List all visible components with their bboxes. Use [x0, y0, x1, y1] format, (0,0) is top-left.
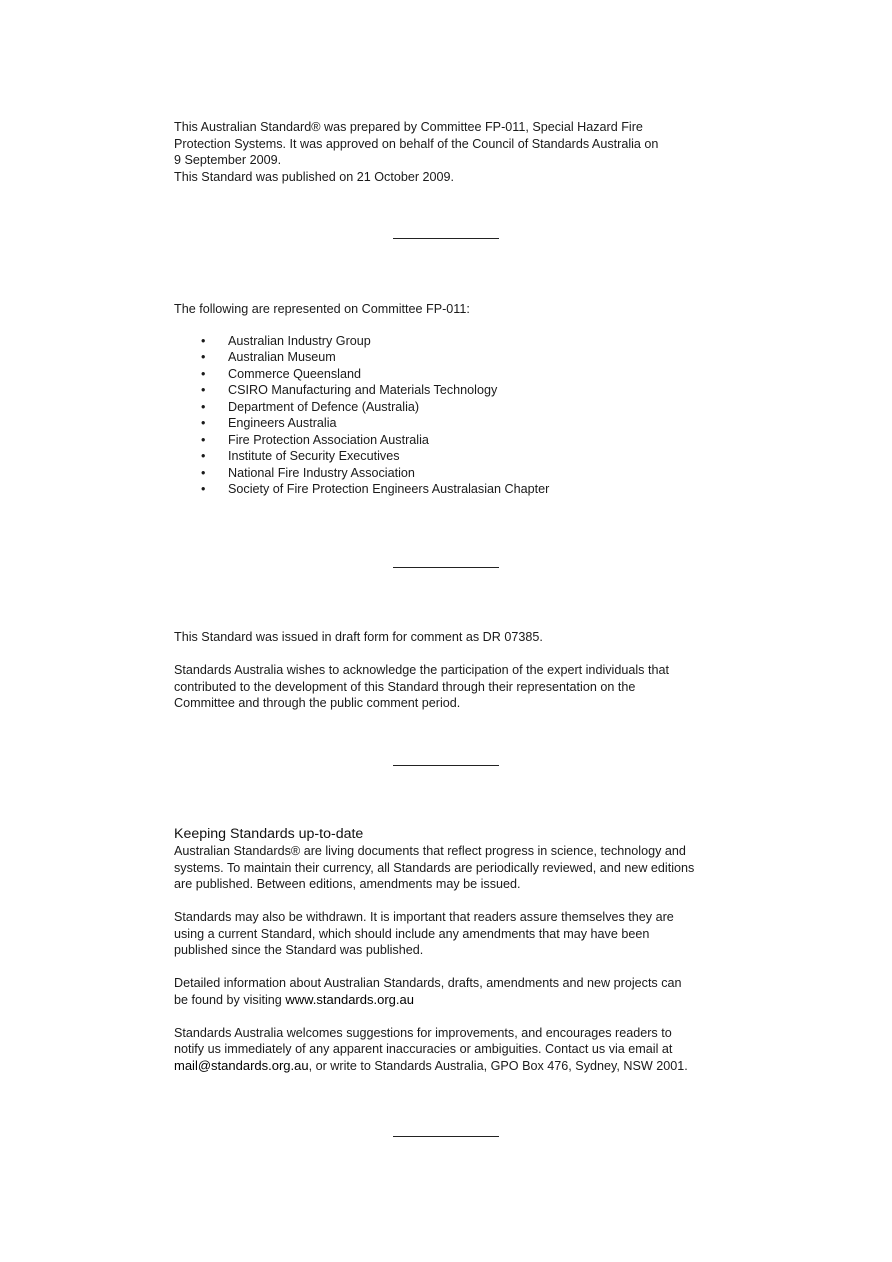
list-item: • Australian Industry Group	[201, 333, 371, 348]
section-divider	[393, 238, 499, 239]
paragraph-line: published since the Standard was published.	[174, 943, 424, 957]
section-heading: Keeping Standards up-to-date	[174, 826, 364, 842]
bullet-icon: •	[201, 432, 206, 447]
approval-line: 9 September 2009.	[174, 153, 282, 167]
paragraph-line: Standards may also be withdrawn. It is important that readers assure themselves they are	[174, 910, 674, 924]
approval-line: This Australian Standard® was prepared by Committee FP-011, Special Hazard Fire	[174, 120, 643, 134]
website-link[interactable]: www.standards.org.au	[285, 991, 414, 1007]
list-item: • Department of Defence (Australia)	[201, 399, 420, 414]
bullet-icon: •	[201, 465, 206, 480]
paragraph-line: are published. Between editions, amendments may be issued.	[174, 877, 521, 891]
draft-section	[174, 629, 734, 712]
paragraph-line: Detailed information about Australian Standards, drafts, amendments and new projects can	[174, 976, 682, 990]
bullet-icon: •	[201, 333, 206, 348]
paragraph-line: systems. To maintain their currency, all Standards are periodically reviewed, and new editions	[174, 860, 695, 875]
bullet-icon: •	[201, 482, 206, 496]
list-item: • Society of Fire Protection Engineers Australasian Chapter	[201, 482, 550, 496]
section-divider	[393, 567, 499, 568]
paragraph-line: Australian Standards® are living documents that reflect progress in science, technology and	[174, 844, 686, 858]
paragraph-line: using a current Standard, which should include any amendments that may have been	[174, 926, 650, 941]
list-item: • Australian Museum	[201, 350, 336, 364]
list-item: • CSIRO Manufacturing and Materials Technology	[201, 383, 498, 397]
section-divider	[393, 1136, 499, 1137]
committee-section	[174, 301, 734, 498]
publication-date: This Standard was published on 21 October 2009.	[174, 169, 455, 184]
keeping-standards-section	[174, 826, 744, 1074]
approval-statement	[174, 119, 734, 185]
bullet-icon: •	[201, 366, 206, 381]
paragraph-line: be found by visiting www.standards.org.au	[174, 991, 414, 1007]
bullet-icon: •	[201, 416, 206, 430]
section-divider	[393, 765, 499, 766]
email-link[interactable]: mail@standards.org.au	[174, 1057, 309, 1073]
draft-notice: This Standard was issued in draft form for comment as DR 07385.	[174, 630, 543, 644]
acknowledgement-line: Committee and through the public comment period.	[174, 696, 461, 710]
list-item: • Commerce Queensland	[201, 366, 361, 381]
paragraph-line: notify us immediately of any apparent inaccuracies or ambiguities. Contact us via email at	[174, 1042, 673, 1056]
bullet-icon: •	[201, 383, 206, 397]
acknowledgement-line: Standards Australia wishes to acknowledge the participation of the expert individuals that	[174, 663, 669, 677]
bullet-icon: •	[201, 449, 206, 463]
bullet-icon: •	[201, 350, 206, 364]
list-item: • Engineers Australia	[201, 416, 337, 430]
list-item: • National Fire Industry Association	[201, 465, 415, 480]
paragraph-line: Standards Australia welcomes suggestions for improvements, and encourages readers to	[174, 1025, 672, 1040]
committee-member-list	[174, 333, 734, 498]
acknowledgement-line: contributed to the development of this Standard through their representation on the	[174, 679, 636, 694]
committee-intro: The following are represented on Committee FP-011:	[174, 302, 470, 316]
approval-line: Protection Systems. It was approved on behalf of the Council of Standards Australia on	[174, 136, 659, 151]
list-item: • Institute of Security Executives	[201, 449, 400, 463]
bullet-icon: •	[201, 399, 206, 414]
list-item: • Fire Protection Association Australia	[201, 432, 429, 447]
paragraph-line: mail@standards.org.au, or write to Standards Australia, GPO Box 476, Sydney, NSW 2001.	[174, 1057, 688, 1073]
